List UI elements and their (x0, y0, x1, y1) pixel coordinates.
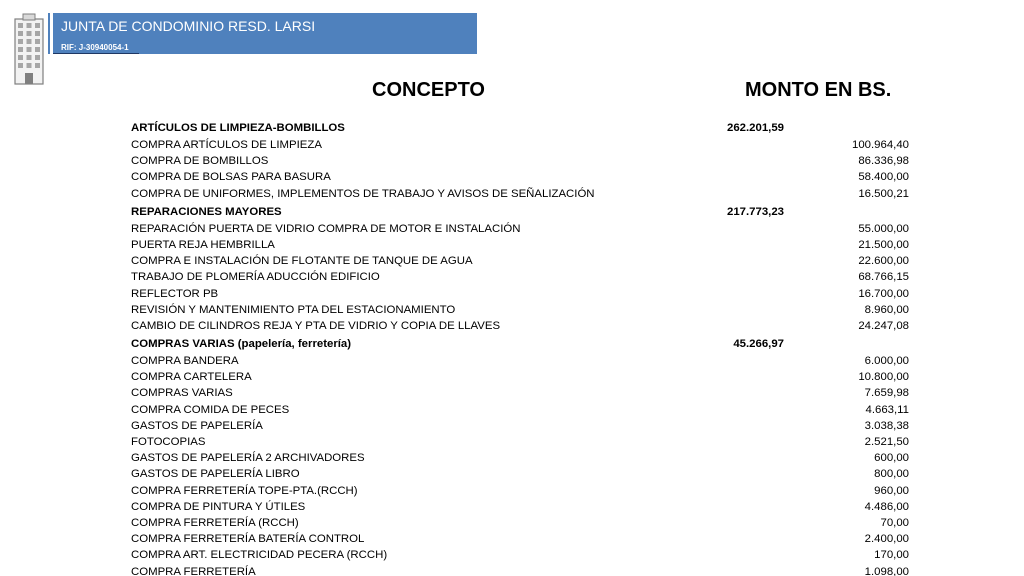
table-row (131, 318, 909, 334)
item-amount: 2.521,50 (864, 436, 909, 448)
group-row (131, 203, 909, 221)
table-row (131, 547, 909, 563)
item-label: TRABAJO DE PLOMERÍA ADUCCIÓN EDIFICIO (131, 271, 380, 284)
item-label: FOTOCOPIAS (131, 436, 206, 448)
item-label: COMPRA ARTÍCULOS DE LIMPIEZA (131, 139, 322, 151)
table-row (131, 531, 909, 547)
item-label: GASTOS DE PAPELERÍA (131, 419, 263, 432)
item-amount: 16.500,21 (858, 187, 909, 200)
item-amount: 21.500,00 (858, 238, 909, 251)
item-label: COMPRA DE UNIFORMES, IMPLEMENTOS DE TRABAJO Y AVISOS DE SEÑALIZACIÓN (131, 187, 595, 200)
table-row (131, 418, 909, 434)
item-label: GASTOS DE PAPELERÍA 2 ARCHIVADORES (131, 452, 365, 465)
item-amount: 58.400,00 (858, 171, 909, 184)
building-logo-icon (14, 13, 44, 85)
item-label: REVISIÓN Y MANTENIMIENTO PTA DEL ESTACIONAMIENTO (131, 303, 456, 316)
table-row (131, 483, 909, 499)
table-row (131, 269, 909, 285)
table-row (131, 369, 909, 385)
item-amount: 3.038,38 (864, 419, 909, 432)
table-row (131, 466, 909, 482)
item-amount: 70,00 (880, 516, 909, 529)
table-row (131, 169, 909, 185)
table-row (131, 499, 909, 515)
item-amount: 55.000,00 (858, 222, 909, 235)
item-label: COMPRA E INSTALACIÓN DE FLOTANTE DE TANQUE DE AGUA (131, 255, 473, 268)
item-label: GASTOS DE PAPELERÍA LIBRO (131, 468, 300, 481)
item-amount: 24.247,08 (858, 319, 909, 332)
table-row (131, 450, 909, 466)
group-name: REPARACIONES MAYORES (131, 205, 282, 218)
table-row (131, 237, 909, 253)
item-label: COMPRA FERRETERÍA (131, 565, 256, 576)
item-amount: 4.663,11 (865, 403, 909, 416)
item-label: COMPRA FERRETERÍA (RCCH) (131, 516, 299, 529)
group-total: 262.201,59 (726, 122, 784, 134)
item-amount: 2.400,00 (864, 533, 909, 546)
item-amount: 170,00 (874, 549, 909, 562)
table-row (131, 286, 909, 302)
table-row (131, 564, 909, 576)
item-label: COMPRA DE BOLSAS PARA BASURA (131, 171, 331, 184)
rif-underline (53, 53, 139, 54)
expense-table (131, 119, 909, 576)
item-amount: 4.486,00 (864, 500, 909, 513)
group-total: 217.773,23 (726, 205, 784, 218)
item-amount: 960,00 (874, 484, 909, 497)
table-row (131, 353, 909, 369)
table-row (131, 402, 909, 418)
item-amount: 68.766,15 (858, 271, 909, 284)
item-label: COMPRA BANDERA (131, 355, 239, 368)
table-row (131, 253, 909, 269)
table-row (131, 153, 909, 169)
organization-rif: RIF: J-30940054-1 (61, 43, 129, 52)
item-amount: 10.800,00 (858, 371, 909, 384)
item-label: REFLECTOR PB (131, 287, 219, 300)
item-amount: 16.700,00 (858, 287, 909, 300)
item-label: COMPRA CARTELERA (131, 371, 252, 384)
group-row (131, 119, 909, 137)
item-label: COMPRA DE BOMBILLOS (131, 155, 269, 168)
item-amount: 86.336,98 (858, 155, 909, 168)
table-row (131, 137, 909, 153)
item-amount: 7.659,98 (864, 387, 909, 400)
column-header-concepto: CONCEPTO (372, 79, 485, 101)
group-row (131, 335, 909, 353)
item-label: REPARACIÓN PUERTA DE VIDRIO COMPRA DE MOTOR E INSTALACIÓN (131, 222, 521, 235)
item-amount: 800,00 (874, 468, 909, 481)
column-header-monto: MONTO EN BS. (745, 79, 892, 101)
item-label: COMPRA DE PINTURA Y ÚTILES (131, 500, 306, 513)
item-label: COMPRA FERRETERÍA TOPE-PTA.(RCCH) (131, 484, 358, 497)
item-amount: 600,00 (874, 452, 909, 465)
table-row (131, 221, 909, 237)
item-amount: 6.000,00 (864, 355, 909, 368)
item-amount: 100.964,40 (851, 139, 909, 151)
group-name: ARTÍCULOS DE LIMPIEZA-BOMBILLOS (131, 122, 345, 134)
table-row (131, 434, 909, 450)
group-name: COMPRAS VARIAS (papelería, ferretería) (131, 338, 352, 351)
item-amount: 1.098,00 (864, 565, 909, 576)
group-total: 45.266,97 (733, 338, 784, 351)
item-label: COMPRA COMIDA DE PECES (131, 403, 290, 416)
item-label: COMPRAS VARIAS (131, 387, 233, 400)
item-label: PUERTA REJA HEMBRILLA (131, 238, 275, 251)
table-row (131, 385, 909, 401)
table-row (131, 186, 909, 202)
item-label: CAMBIO DE CILINDROS REJA Y PTA DE VIDRIO Y COPIA DE LLAVES (131, 319, 501, 332)
item-amount: 22.600,00 (858, 255, 909, 268)
table-row (131, 302, 909, 318)
header-banner (53, 13, 477, 54)
item-amount: 8.960,00 (864, 303, 909, 316)
organization-title: JUNTA DE CONDOMINIO RESD. LARSI (61, 18, 316, 34)
item-label: COMPRA ART. ELECTRICIDAD PECERA (RCCH) (131, 549, 388, 562)
item-label: COMPRA FERRETERÍA BATERÍA CONTROL (131, 533, 365, 546)
table-row (131, 515, 909, 531)
